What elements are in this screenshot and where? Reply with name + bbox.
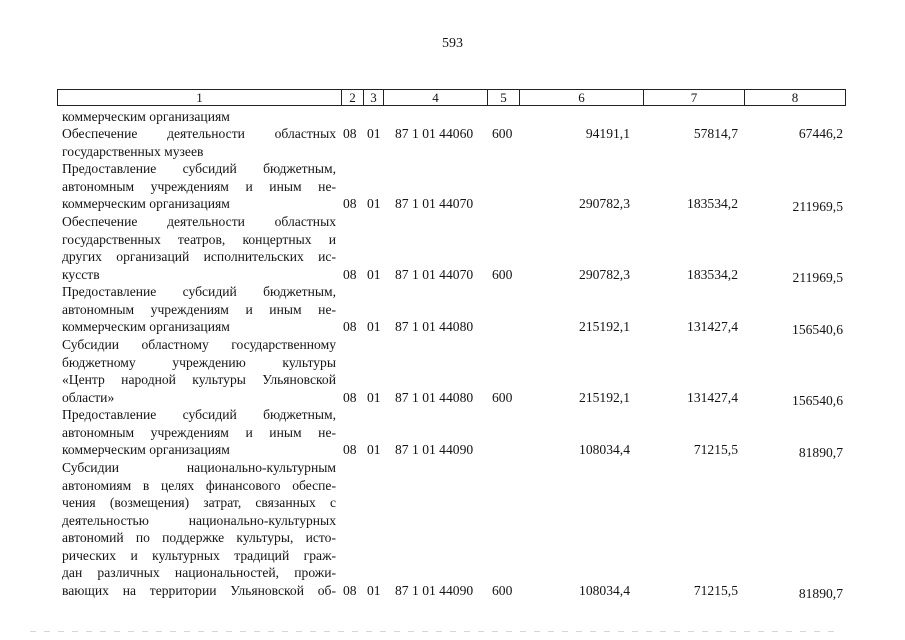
column-header-4: 4	[384, 90, 488, 105]
section-code: 08	[343, 582, 357, 598]
description-line: Предоставление субсидий бюджетным,	[62, 284, 336, 299]
description-line: кусств	[62, 266, 100, 282]
description-line: автономным учреждениям и иным не-	[62, 178, 336, 194]
column-header-3: 3	[364, 90, 384, 105]
expense-type-code: 600	[492, 266, 513, 282]
amount-year-3: 211969,5	[792, 199, 843, 214]
description-line: автономий по поддержке культуры, исто-	[62, 530, 336, 545]
amount-year-3: 81890,7	[798, 585, 843, 601]
target-article-code: 87 1 01 44090	[395, 582, 474, 598]
description-line: автономиям в целях финансового обеспе-	[62, 477, 336, 493]
description-line: области»	[62, 389, 115, 405]
section-code: 08	[343, 126, 357, 141]
target-article-code: 87 1 01 44080	[395, 319, 474, 334]
amount-year-1: 108034,4	[579, 442, 630, 457]
description-line: «Центр народной культуры Ульяновской	[62, 372, 336, 387]
section-code: 08	[343, 319, 357, 334]
row-description	[62, 108, 336, 126]
column-header-6: 6	[520, 90, 644, 105]
amount-year-2: 131427,4	[687, 389, 738, 405]
amount-year-1: 215192,1	[579, 389, 630, 405]
amount-year-2: 57814,7	[693, 126, 738, 141]
expense-type-code: 600	[492, 389, 513, 405]
scan-artifact-line	[30, 631, 840, 632]
amount-year-3: 81890,7	[798, 445, 843, 460]
row-description	[62, 125, 336, 160]
amount-year-1: 94191,1	[585, 126, 630, 141]
table-header	[57, 89, 846, 106]
row-description	[62, 160, 336, 213]
description-line: автономным учреждениям и иным не-	[62, 424, 336, 440]
amount-year-2: 183534,2	[687, 196, 738, 211]
target-article-code: 87 1 01 44070	[395, 196, 474, 211]
description-line: других организаций исполнительских ис-	[62, 249, 336, 264]
description-line: чения (возмещения) затрат, связанных с	[62, 495, 336, 510]
amount-year-1: 290782,3	[579, 196, 630, 211]
column-header-7: 7	[644, 90, 745, 105]
description-line: рических и культурных традиций граж-	[62, 547, 336, 563]
amount-year-2: 71215,5	[693, 582, 738, 598]
subsection-code: 01	[367, 196, 381, 211]
target-article-code: 87 1 01 44090	[395, 442, 474, 457]
description-line: Субсидии областному государственному	[62, 337, 336, 352]
section-code: 08	[343, 442, 357, 457]
target-article-code: 87 1 01 44070	[395, 266, 474, 282]
column-header-5: 5	[488, 90, 520, 105]
amount-year-1: 215192,1	[579, 319, 630, 334]
description-line: дан различных национальностей, прожи-	[62, 565, 336, 580]
amount-year-2: 71215,5	[693, 442, 738, 457]
amount-year-2: 183534,2	[687, 266, 738, 282]
expense-type-code: 600	[492, 126, 513, 141]
amount-year-3: 211969,5	[792, 269, 843, 285]
amount-year-3: 67446,2	[798, 126, 843, 141]
subsection-code: 01	[367, 266, 381, 282]
column-header-1: 1	[58, 90, 342, 105]
row-description	[62, 336, 336, 406]
description-line: деятельностью национально-культурных	[62, 512, 336, 528]
description-line: Предоставление субсидий бюджетным,	[62, 161, 336, 176]
section-code: 08	[343, 389, 357, 405]
page-number: 593	[442, 36, 463, 51]
section-code: 08	[343, 266, 357, 282]
description-line: Субсидии национально-культурным	[62, 460, 336, 475]
description-line: вающих на территории Ульяновской об-	[62, 582, 336, 598]
row-description	[62, 283, 336, 336]
column-header-2: 2	[342, 90, 364, 105]
amount-year-2: 131427,4	[687, 319, 738, 334]
expense-type-code: 600	[492, 582, 513, 598]
subsection-code: 01	[367, 126, 381, 141]
amount-year-3: 156540,6	[792, 322, 843, 337]
amount-year-3: 156540,6	[792, 392, 843, 408]
description-line: Предоставление субсидий бюджетным,	[62, 407, 336, 422]
description-line: автономным учреждениям и иным не-	[62, 301, 336, 317]
description-line: Обеспечение деятельности областных	[62, 214, 336, 229]
target-article-code: 87 1 01 44080	[395, 389, 474, 405]
description-line: коммерческим организациям	[62, 196, 230, 211]
description-line: коммерческим организациям	[62, 109, 230, 124]
description-line: государственных театров, концертных и	[62, 231, 336, 247]
row-description	[62, 213, 336, 283]
amount-year-1: 290782,3	[579, 266, 630, 282]
row-description	[62, 406, 336, 459]
row-description	[62, 459, 336, 599]
description-line: коммерческим организациям	[62, 319, 230, 334]
description-line: бюджетному учреждению культуры	[62, 354, 336, 370]
column-header-8: 8	[791, 90, 799, 105]
subsection-code: 01	[367, 442, 381, 457]
subsection-code: 01	[367, 389, 381, 405]
subsection-code: 01	[367, 319, 381, 334]
section-code: 08	[343, 196, 357, 211]
description-line: Обеспечение деятельности областных	[62, 126, 336, 141]
description-line: государственных музеев	[62, 143, 204, 159]
subsection-code: 01	[367, 582, 381, 598]
description-line: коммерческим организациям	[62, 442, 230, 457]
amount-year-1: 108034,4	[579, 582, 630, 598]
target-article-code: 87 1 01 44060	[395, 126, 474, 141]
